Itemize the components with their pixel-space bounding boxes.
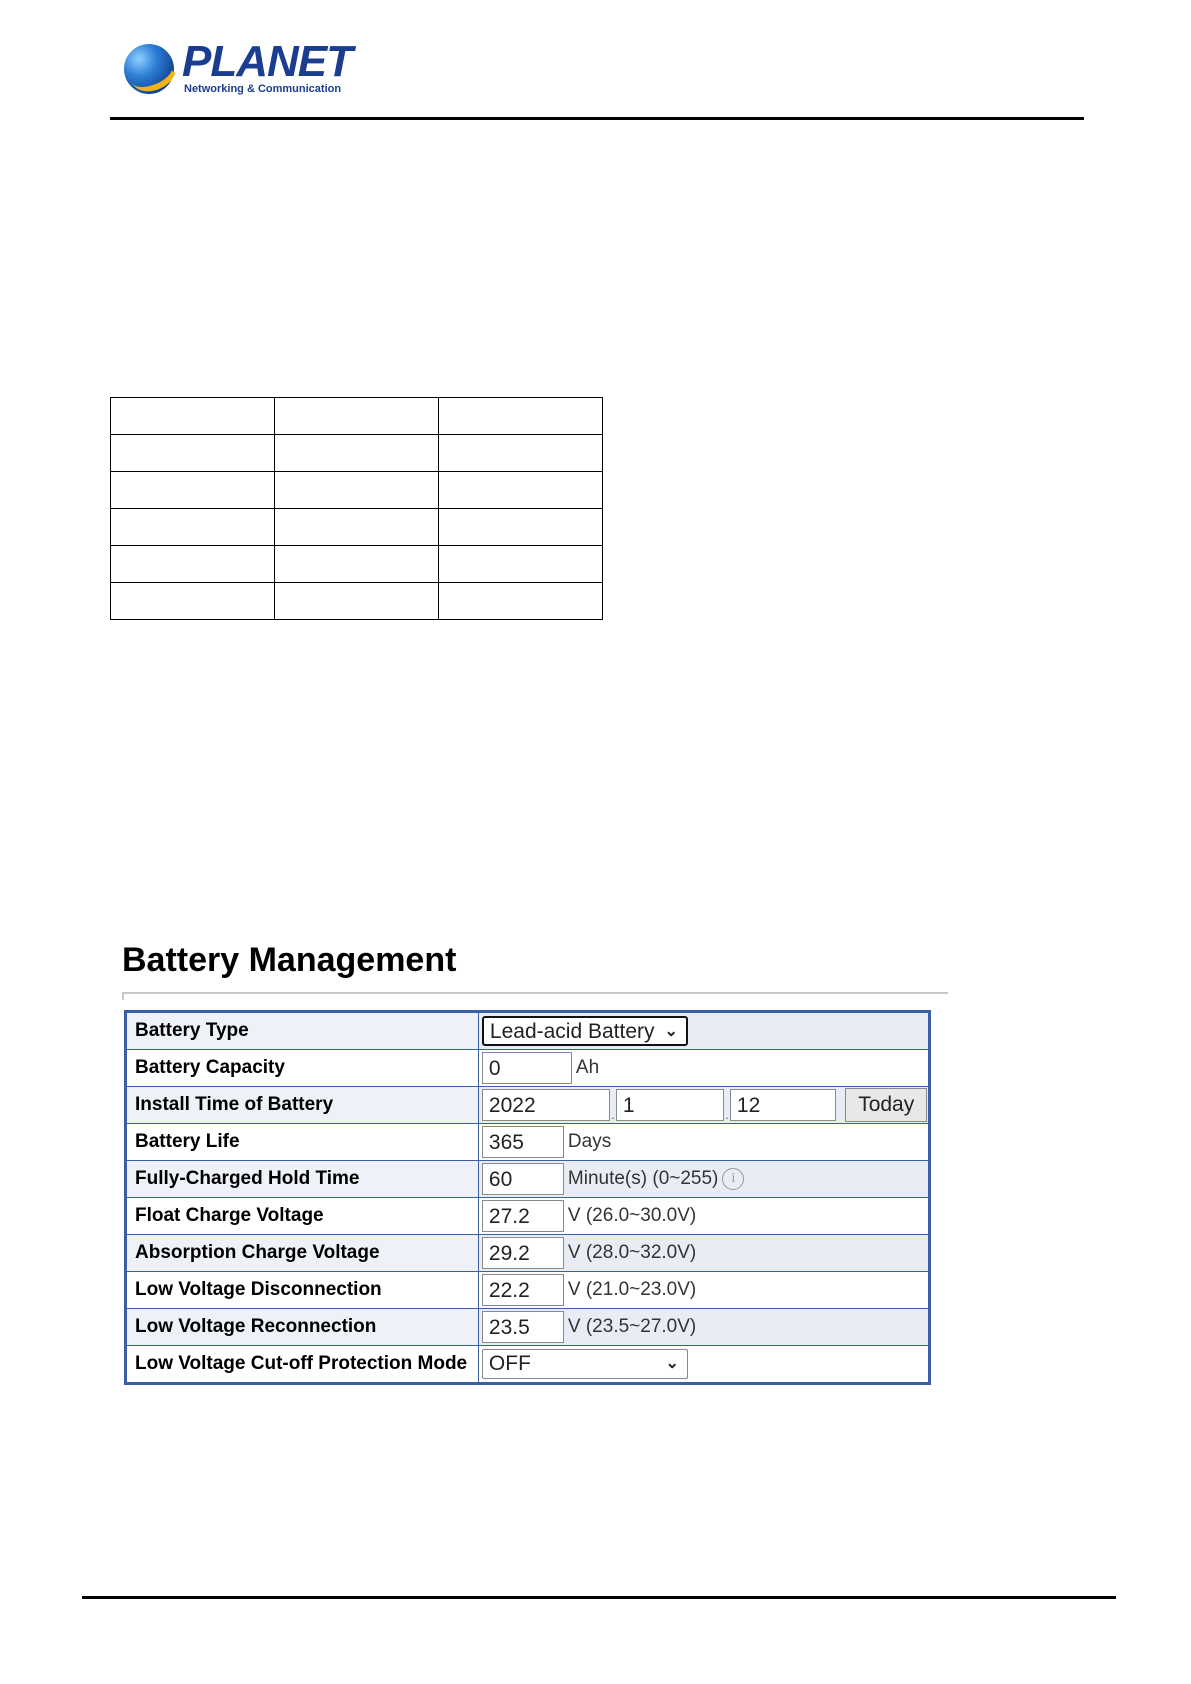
today-button[interactable]: Today (845, 1088, 927, 1122)
low-voltage-reconnection-label: Low Voltage Reconnection (126, 1309, 479, 1346)
cutoff-protection-label: Low Voltage Cut-off Protection Mode (126, 1346, 479, 1384)
float-charge-input[interactable]: 27.2 (482, 1200, 564, 1232)
info-icon[interactable]: i (722, 1168, 744, 1190)
battery-life-input[interactable]: 365 (482, 1126, 564, 1158)
battery-life-unit: Days (567, 1131, 612, 1152)
absorption-charge-input[interactable]: 29.2 (482, 1237, 564, 1269)
title-divider (122, 992, 948, 994)
battery-type-label: Battery Type (126, 1012, 479, 1050)
install-time-label: Install Time of Battery (126, 1087, 479, 1124)
table-row (126, 1235, 930, 1272)
battery-life-label: Battery Life (126, 1124, 479, 1161)
table-row (111, 472, 603, 509)
table-row (126, 1272, 930, 1309)
low-voltage-reconnection-input[interactable]: 23.5 (482, 1311, 564, 1343)
date-separator: . (611, 1108, 615, 1122)
planet-logo (124, 37, 354, 100)
battery-capacity-label: Battery Capacity (126, 1050, 479, 1087)
empty-table (110, 397, 603, 620)
table-row (126, 1346, 930, 1384)
table-row (126, 1050, 930, 1087)
title-divider-tick (122, 992, 124, 1000)
table-row (111, 583, 603, 620)
low-voltage-reconnection-unit: V (23.5~27.0V) (567, 1316, 697, 1337)
table-row (126, 1161, 930, 1198)
table-row (126, 1124, 930, 1161)
table-row (111, 509, 603, 546)
logo-wordmark: PLANET (182, 37, 352, 86)
install-year-input[interactable]: 2022 (482, 1089, 610, 1121)
absorption-charge-unit: V (28.0~32.0V) (567, 1242, 697, 1263)
hold-time-input[interactable]: 60 (482, 1163, 564, 1195)
battery-type-selected: Lead-acid Battery (489, 1020, 655, 1043)
float-charge-label: Float Charge Voltage (126, 1198, 479, 1235)
table-row (126, 1012, 930, 1050)
battery-capacity-unit: Ah (575, 1057, 600, 1078)
table-row (126, 1309, 930, 1346)
install-month-input[interactable]: 1 (616, 1089, 724, 1121)
low-voltage-disconnection-label: Low Voltage Disconnection (126, 1272, 479, 1309)
battery-type-select[interactable] (482, 1016, 688, 1046)
battery-settings-table (124, 1010, 931, 1385)
table-row (126, 1198, 930, 1235)
header-divider (110, 117, 1084, 120)
table-row (111, 435, 603, 472)
logo-tagline: Networking & Communication (184, 83, 342, 95)
footer-divider (82, 1596, 1116, 1599)
page-title: Battery Management (122, 941, 457, 979)
low-voltage-disconnection-input[interactable]: 22.2 (482, 1274, 564, 1306)
table-row (111, 546, 603, 583)
battery-capacity-input[interactable]: 0 (482, 1052, 572, 1084)
float-charge-unit: V (26.0~30.0V) (567, 1205, 697, 1226)
cutoff-protection-selected: OFF (488, 1352, 531, 1375)
chevron-down-icon: ⌄ (665, 1355, 679, 1372)
chevron-down-icon: ⌄ (664, 1023, 678, 1040)
hold-time-label: Fully-Charged Hold Time (126, 1161, 479, 1198)
install-day-input[interactable]: 12 (730, 1089, 836, 1121)
table-row (111, 398, 603, 435)
date-separator: . (725, 1108, 729, 1122)
table-row (126, 1087, 930, 1124)
cutoff-protection-select[interactable] (482, 1349, 688, 1379)
absorption-charge-label: Absorption Charge Voltage (126, 1235, 479, 1272)
low-voltage-disconnection-unit: V (21.0~23.0V) (567, 1279, 697, 1300)
hold-time-unit: Minute(s) (0~255) (567, 1168, 719, 1189)
